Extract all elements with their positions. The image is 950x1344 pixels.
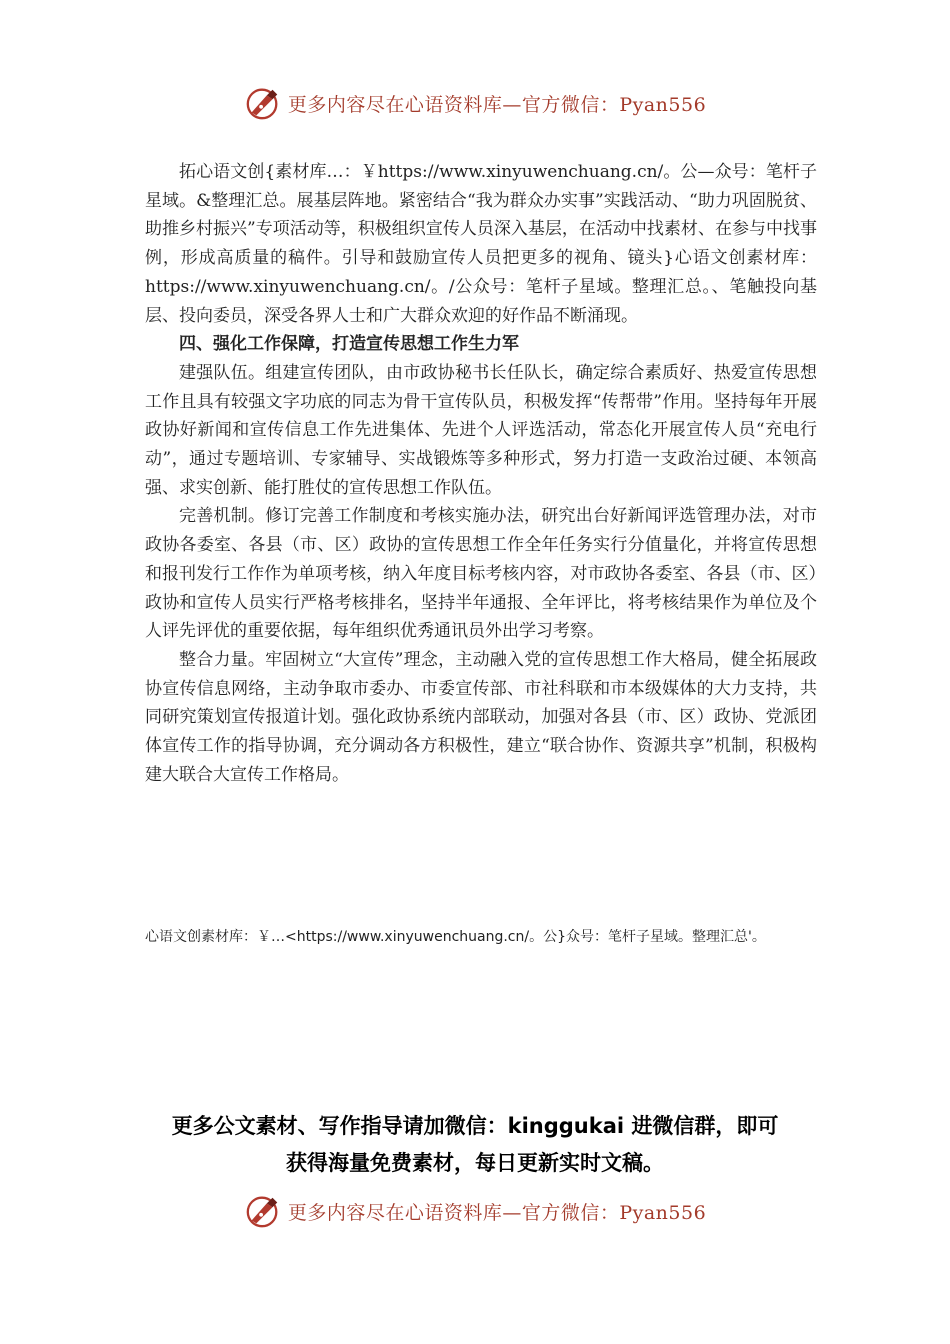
promo-block xyxy=(0,1108,950,1182)
document-body xyxy=(145,158,817,789)
footer-banner-text: 更多内容尽在心语资料库—官方微信：Pyan556 xyxy=(287,1201,707,1224)
section-heading-4: 四、强化工作保障，打造宣传思想工作生力军 xyxy=(179,334,519,355)
paragraph-grassroots: 拓心语文创{素材库…：￥https://www.xinyuwenchuang.cn/。公—众号：笔杆子星域。&整理汇总。展基层阵地。紧密结合“我为群众办实事”实践活动、“助力巩固脱贫、助推乡村振兴”专项活动等，积极组织宣传人员深入基层，在活动中找素材、在参与中找事例，形成高质量的稿件。引导和鼓励宣传人员把更多的视角、镜头}心语文创素材库：https://www.xinyuwenchuang.cn/。/公众号：笔杆子星域。整理汇总。、笔触投向基层、投向委员，深受各界人士和广大群众欢迎的好作品不断涌现。 xyxy=(145,162,817,326)
promo-line-2: 获得海量免费素材，每日更新实时文稿。 xyxy=(286,1151,664,1175)
footer-banner xyxy=(0,1186,950,1236)
paragraph-team: 建强队伍。组建宣传团队，由市政协秘书长任队长，确定综合素质好、热爱宣传思想工作且具有较强文字功底的同志为骨干宣传队员，积极发挥“传帮带”作用。坚持每年开展政协好新闻和宣传信息工作先进集体、先进个人评选活动，常态化开展宣传人员“充电行动”，通过专题培训、专家辅导、实战锻炼等多种形式，努力打造一支政治过硬、本领高强、求实创新、能打胜仗的宣传思想工作队伍。 xyxy=(145,362,817,498)
paragraph-integration: 整合力量。牢固树立“大宣传”理念，主动融入党的宣传思想工作大格局，健全拓展政协宣传信息网络，主动争取市委办、市委宣传部、市社科联和市本级媒体的大力支持，共同研究策划宣传报道计划。强化政协系统内部联动，加强对各县（市、区）政协、党派团体宣传工作的指导协调，充分调动各方积极性，建立“联合协作、资源共享”机制，积极构建大联合大宣传工作格局。 xyxy=(145,649,817,785)
source-footnote: 心语文创素材库：￥…<https://www.xinyuwenchuang.cn/。公}众号：笔杆子星域。整理汇总'。 xyxy=(145,929,766,945)
footer-banner-content xyxy=(244,1192,706,1230)
pen-nib-logo-icon xyxy=(244,84,282,122)
header-banner-text: 更多内容尽在心语资料库—官方微信：Pyan556 xyxy=(287,93,707,116)
paragraph-mechanism: 完善机制。修订完善工作制度和考核实施办法，研究出台好新闻评选管理办法，对市政协各委室、各县（市、区）政协的宣传思想工作全年任务实行分值量化，并将宣传思想和报刊发行工作作为单项考核，纳入年度目标考核内容，对市政协各委室、各县（市、区）政协和宣传人员实行严格考核排名，坚持半年通报、全年评比，将考核结果作为单位及个人评先评优的重要依据，每年组织优秀通讯员外出学习考察。 xyxy=(145,506,817,642)
pen-nib-logo-icon xyxy=(244,1192,282,1230)
promo-line-1: 更多公文素材、写作指导请加微信：kinggukai 进微信群，即可 xyxy=(171,1114,779,1138)
header-banner xyxy=(0,78,950,128)
header-banner-content xyxy=(244,84,706,122)
